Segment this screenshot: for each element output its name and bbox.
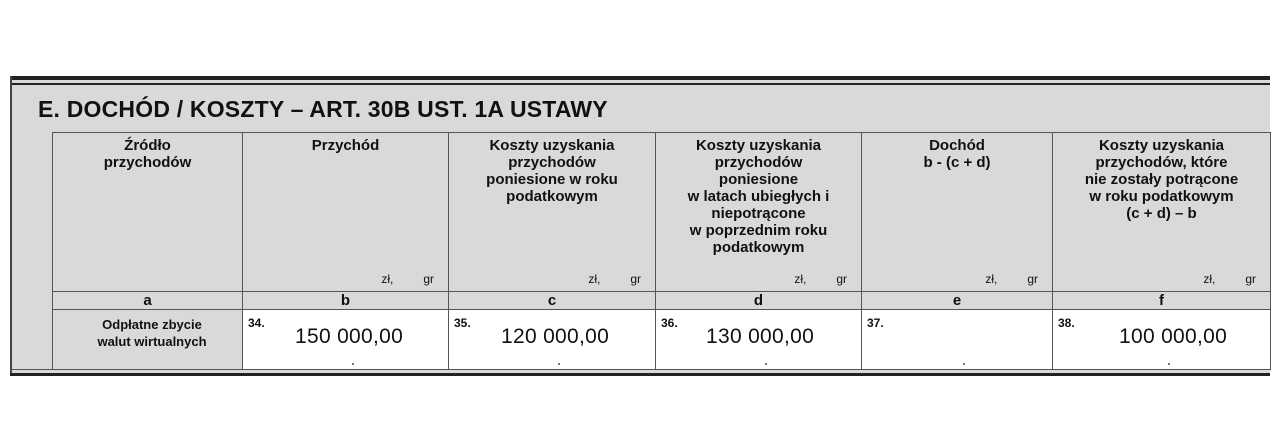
unit-zl: zł, bbox=[381, 272, 394, 286]
income-cost-table bbox=[52, 132, 1271, 370]
column-letter: f bbox=[1053, 292, 1271, 310]
units-label bbox=[764, 271, 847, 288]
column-letter: e bbox=[862, 292, 1053, 310]
column-letter: c bbox=[449, 292, 656, 310]
unit-gr: gr bbox=[1245, 272, 1256, 286]
field-36[interactable] bbox=[656, 310, 862, 370]
field-number: 37. bbox=[867, 316, 884, 330]
bottom-rule bbox=[10, 373, 1270, 376]
units-label bbox=[1173, 271, 1256, 288]
column-header-revenue bbox=[243, 133, 449, 292]
header-row bbox=[53, 133, 1271, 292]
column-letter: b bbox=[243, 292, 449, 310]
column-letters-row bbox=[53, 292, 1271, 310]
column-header-source bbox=[53, 133, 243, 292]
decimal-marker bbox=[963, 363, 965, 365]
top-rule-secondary bbox=[10, 83, 1270, 85]
field-34[interactable] bbox=[243, 310, 449, 370]
unit-zl: zł, bbox=[985, 272, 998, 286]
row-label: Odpłatne zbycie walut wirtualnych bbox=[53, 310, 243, 370]
tax-form-section-e bbox=[10, 76, 1270, 376]
field-value: 150 000,00 bbox=[295, 325, 404, 348]
unit-gr: gr bbox=[1027, 272, 1038, 286]
unit-zl: zł, bbox=[794, 272, 807, 286]
column-header-label: Koszty uzyskania przychodów poniesione w roku podatkowym bbox=[486, 137, 618, 205]
top-rule bbox=[10, 76, 1270, 80]
unit-gr: gr bbox=[836, 272, 847, 286]
decimal-marker bbox=[558, 363, 560, 365]
decimal-marker bbox=[352, 363, 354, 365]
column-header-label: Przychód bbox=[311, 137, 380, 154]
field-value: 130 000,00 bbox=[706, 325, 815, 348]
unit-zl: zł, bbox=[1203, 272, 1216, 286]
units-label bbox=[558, 271, 641, 288]
field-number: 38. bbox=[1058, 316, 1075, 330]
field-number: 35. bbox=[454, 316, 471, 330]
field-number: 34. bbox=[248, 316, 265, 330]
section-title: E. DOCHÓD / KOSZTY – ART. 30B UST. 1A USTAWY bbox=[38, 96, 608, 122]
units-label bbox=[351, 271, 434, 288]
virtual-currency-row bbox=[53, 310, 1271, 370]
column-header-costs-unused bbox=[1053, 133, 1271, 292]
left-edge bbox=[10, 76, 12, 376]
column-header-label: Koszty uzyskania przychodów poniesione w latach ubiegłych i niepotrącone w poprzednim roku podatkowym bbox=[687, 137, 830, 256]
column-header-label: Koszty uzyskania przychodów, które nie zostały potrącone w roku podatkowym (c + d) – b bbox=[1084, 137, 1239, 222]
field-value: 120 000,00 bbox=[501, 325, 610, 348]
column-letter: d bbox=[656, 292, 862, 310]
column-header-costs-previous bbox=[656, 133, 862, 292]
bottom-rule-secondary bbox=[10, 369, 1270, 370]
field-number: 36. bbox=[661, 316, 678, 330]
unit-zl: zł, bbox=[588, 272, 601, 286]
column-letter: a bbox=[53, 292, 243, 310]
unit-gr: gr bbox=[630, 272, 641, 286]
column-header-label: Źródło przychodów bbox=[103, 137, 192, 171]
field-35[interactable] bbox=[449, 310, 656, 370]
column-header-label: Dochód b - (c + d) bbox=[923, 137, 991, 171]
field-value: 100 000,00 bbox=[1119, 325, 1228, 348]
decimal-marker bbox=[765, 363, 767, 365]
column-header-costs-current bbox=[449, 133, 656, 292]
unit-gr: gr bbox=[423, 272, 434, 286]
field-37[interactable] bbox=[862, 310, 1053, 370]
units-label bbox=[955, 271, 1038, 288]
field-38[interactable] bbox=[1053, 310, 1271, 370]
column-header-income bbox=[862, 133, 1053, 292]
decimal-marker bbox=[1168, 363, 1170, 365]
